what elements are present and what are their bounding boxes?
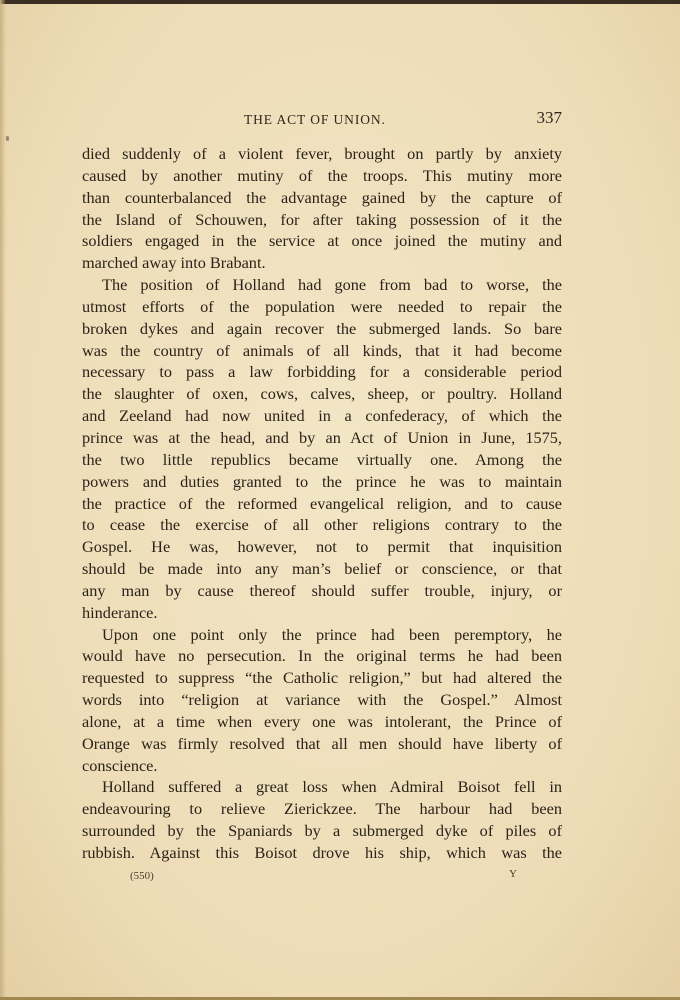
text-line: the Island of Schouwen, for after taking possession of it the — [82, 209, 562, 229]
text-line: the two little republics became virtually one. Among the — [82, 449, 562, 469]
text-line: any man by cause thereof should suffer trouble, injury, or — [82, 580, 562, 600]
text-line: broken dykes and again recover the submerged lands. So bare — [82, 318, 562, 338]
text-line: marched away into Brabant. — [82, 253, 266, 273]
text-line: Gospel. He was, however, not to permit that inquisition — [82, 537, 562, 557]
signature-mark: Y — [509, 868, 517, 880]
text-line: conscience. — [82, 755, 158, 775]
text-line: the practice of the reformed evangelical religion, and to cause — [82, 493, 562, 513]
text-line: should be made into any man’s belief or conscience, or that — [82, 559, 562, 579]
text-line: the slaughter of oxen, cows, calves, sheep, or poultry. Holland — [82, 384, 562, 404]
page-header — [82, 108, 562, 132]
text-line: Orange was firmly resolved that all men should have liberty of — [82, 733, 562, 753]
text-line: endeavouring to relieve Zierickzee. The harbour had been — [82, 799, 562, 819]
page-gutter-shadow — [0, 0, 6, 1000]
text-line: necessary to pass a law forbidding for a considerable period — [82, 362, 562, 382]
text-line: powers and duties granted to the prince he was to maintain — [82, 471, 562, 491]
page-number: 337 — [536, 108, 562, 127]
text-line: died suddenly of a violent fever, brought on partly by anxiety — [82, 144, 562, 163]
text-line: requested to suppress “the Catholic religion,” but had altered the — [82, 668, 562, 688]
printer-signature: (550) — [130, 870, 154, 882]
text-line: surrounded by the Spaniards by a submerged dyke of piles of — [82, 821, 562, 841]
text-line: hinderance. — [82, 602, 158, 622]
body-text — [82, 143, 562, 864]
text-line: words into “religion at variance with the Gospel.” Almost — [82, 690, 562, 710]
text-line: caused by another mutiny of the troops. This mutiny more — [82, 165, 562, 185]
text-line: utmost efforts of the population were needed to repair the — [82, 296, 562, 316]
text-line: was the country of animals of all kinds, that it had become — [82, 340, 562, 360]
page-top-edge — [0, 0, 680, 4]
text-line: and Zeeland had now united in a confederacy, of which the — [82, 406, 562, 426]
running-head: THE ACT OF UNION. — [244, 112, 386, 127]
text-line: alone, at a time when every one was intolerant, the Prince of — [82, 711, 562, 731]
text-line: rubbish. Against this Boisot drove his ship, which was the — [82, 843, 562, 862]
text-line: Upon one point only the prince had been peremptory, he — [102, 624, 562, 644]
margin-speck — [6, 136, 9, 141]
text-line: prince was at the head, and by an Act of Union in June, 1575, — [82, 427, 562, 447]
text-line: to cease the exercise of all other religions contrary to the — [82, 515, 562, 535]
text-line: would have no persecution. In the original terms he had been — [82, 646, 562, 666]
text-line: Holland suffered a great loss when Admiral Boisot fell in — [102, 777, 562, 797]
text-line: The position of Holland had gone from bad to worse, the — [102, 275, 562, 295]
text-line: than counterbalanced the advantage gained by the capture of — [82, 187, 562, 207]
text-line: soldiers engaged in the service at once joined the mutiny and — [82, 231, 562, 251]
